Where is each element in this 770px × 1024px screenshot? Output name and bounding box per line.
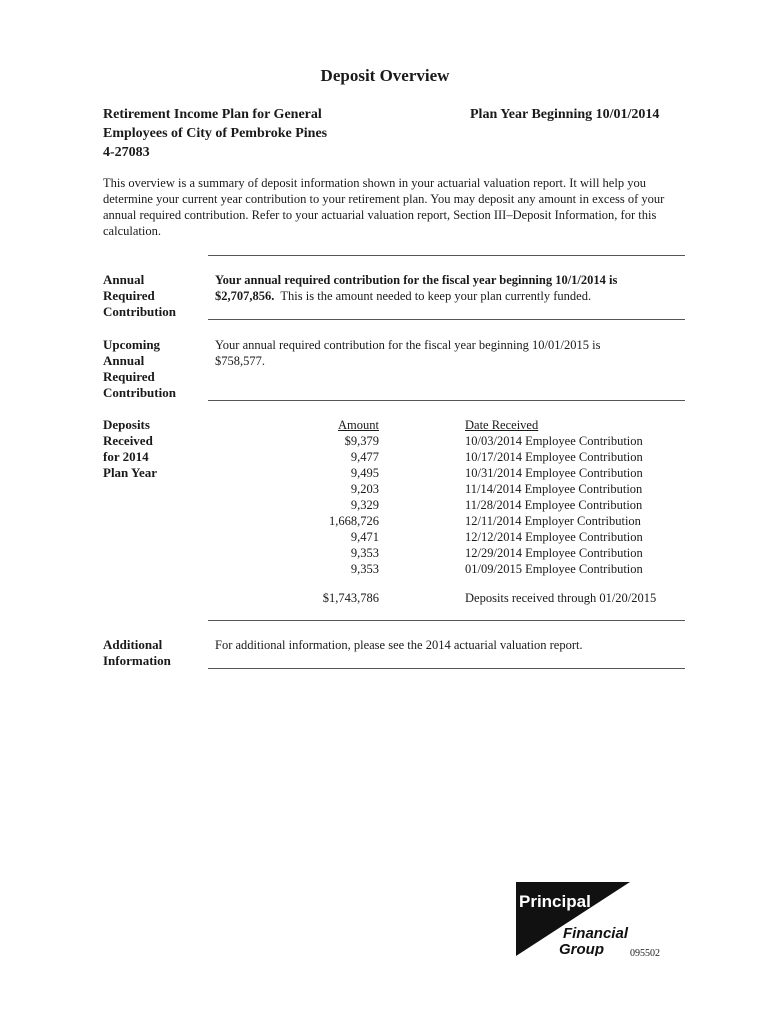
- upcoming-text: Your annual required contribution for the fiscal year beginning 10/01/2015 is $758,577.: [215, 338, 601, 368]
- upcoming-label: Upcoming Annual Required Contribution: [103, 337, 176, 400]
- amount-cell: 9,495: [350, 466, 379, 480]
- date-cell: 11/28/2014 Employee Contribution: [465, 498, 643, 512]
- divider: [208, 255, 685, 256]
- additional-label: Additional Information: [103, 637, 171, 668]
- divider: [208, 620, 685, 621]
- date-cell: 12/12/2014 Employee Contribution: [465, 530, 643, 544]
- date-cell: 12/29/2014 Employee Contribution: [465, 546, 643, 560]
- plan-name: [103, 105, 327, 162]
- deposits-label: Deposits Received for 2014 Plan Year: [103, 417, 158, 480]
- plan-year: Plan Year Beginning 10/01/2014: [470, 107, 660, 122]
- annual-label: Annual Required Contribution: [103, 272, 176, 319]
- date-header: Date Received: [465, 418, 539, 432]
- date-cell: 10/17/2014 Employee Contribution: [465, 450, 643, 464]
- date-cell: 01/09/2015 Employee Contribution: [465, 562, 643, 576]
- date-cell: 11/14/2014 Employee Contribution: [465, 482, 643, 496]
- logo-text-group: Group: [559, 941, 604, 956]
- logo-text-financial: Financial: [562, 925, 628, 942]
- date-cell: 10/03/2014 Employee Contribution: [465, 434, 643, 448]
- page-title: Deposit Overview: [320, 66, 450, 85]
- amount-cell: 1,668,726: [329, 514, 379, 528]
- amount-cell: 9,353: [350, 562, 379, 576]
- annual-note: This is the amount needed to keep your plan currently funded.: [280, 289, 592, 303]
- principal-financial-group-logo: [516, 882, 630, 956]
- amount-header: Amount: [338, 418, 379, 432]
- amount-cell: 9,477: [350, 450, 379, 464]
- additional-text: For additional information, please see the 2014 actuarial valuation report.: [215, 638, 583, 652]
- divider: [208, 319, 685, 320]
- amount-column: [300, 417, 379, 577]
- amount-cell: 9,471: [350, 530, 379, 544]
- date-cell: 10/31/2014 Employee Contribution: [465, 466, 643, 480]
- deposits-total: $1,743,786: [322, 591, 379, 605]
- divider: [208, 400, 685, 401]
- amount-cell: 9,353: [350, 546, 379, 560]
- intro-paragraph: This overview is a summary of deposit information shown in your actuarial valuation report. It will help you determine your current year contribution to your retirement plan. You may deposit any amount in excess of your annual required contribution. Refer to your actuarial valuation report, Section III–Deposit Information, for this calculation.: [103, 176, 665, 238]
- deposits-through: Deposits received through 01/20/2015: [465, 591, 657, 605]
- logo-text-principal: Principal: [519, 892, 591, 911]
- plan-name-line: Retirement Income Plan for General: [103, 107, 322, 122]
- plan-name-line: Employees of City of Pembroke Pines: [103, 126, 328, 141]
- amount-cell: 9,329: [350, 498, 379, 512]
- annual-text: [215, 272, 675, 304]
- amount-cell: $9,379: [344, 434, 379, 448]
- divider: [208, 668, 685, 669]
- date-column: [465, 417, 695, 577]
- amount-cell: 9,203: [350, 482, 379, 496]
- document-code: 095502: [630, 948, 660, 959]
- date-cell: 12/11/2014 Employer Contribution: [465, 514, 641, 528]
- plan-number: 4-27083: [103, 145, 150, 160]
- annual-amount-statement: Your annual required contribution for the fiscal year beginning 10/1/2014 is $2,707,856.: [215, 273, 618, 303]
